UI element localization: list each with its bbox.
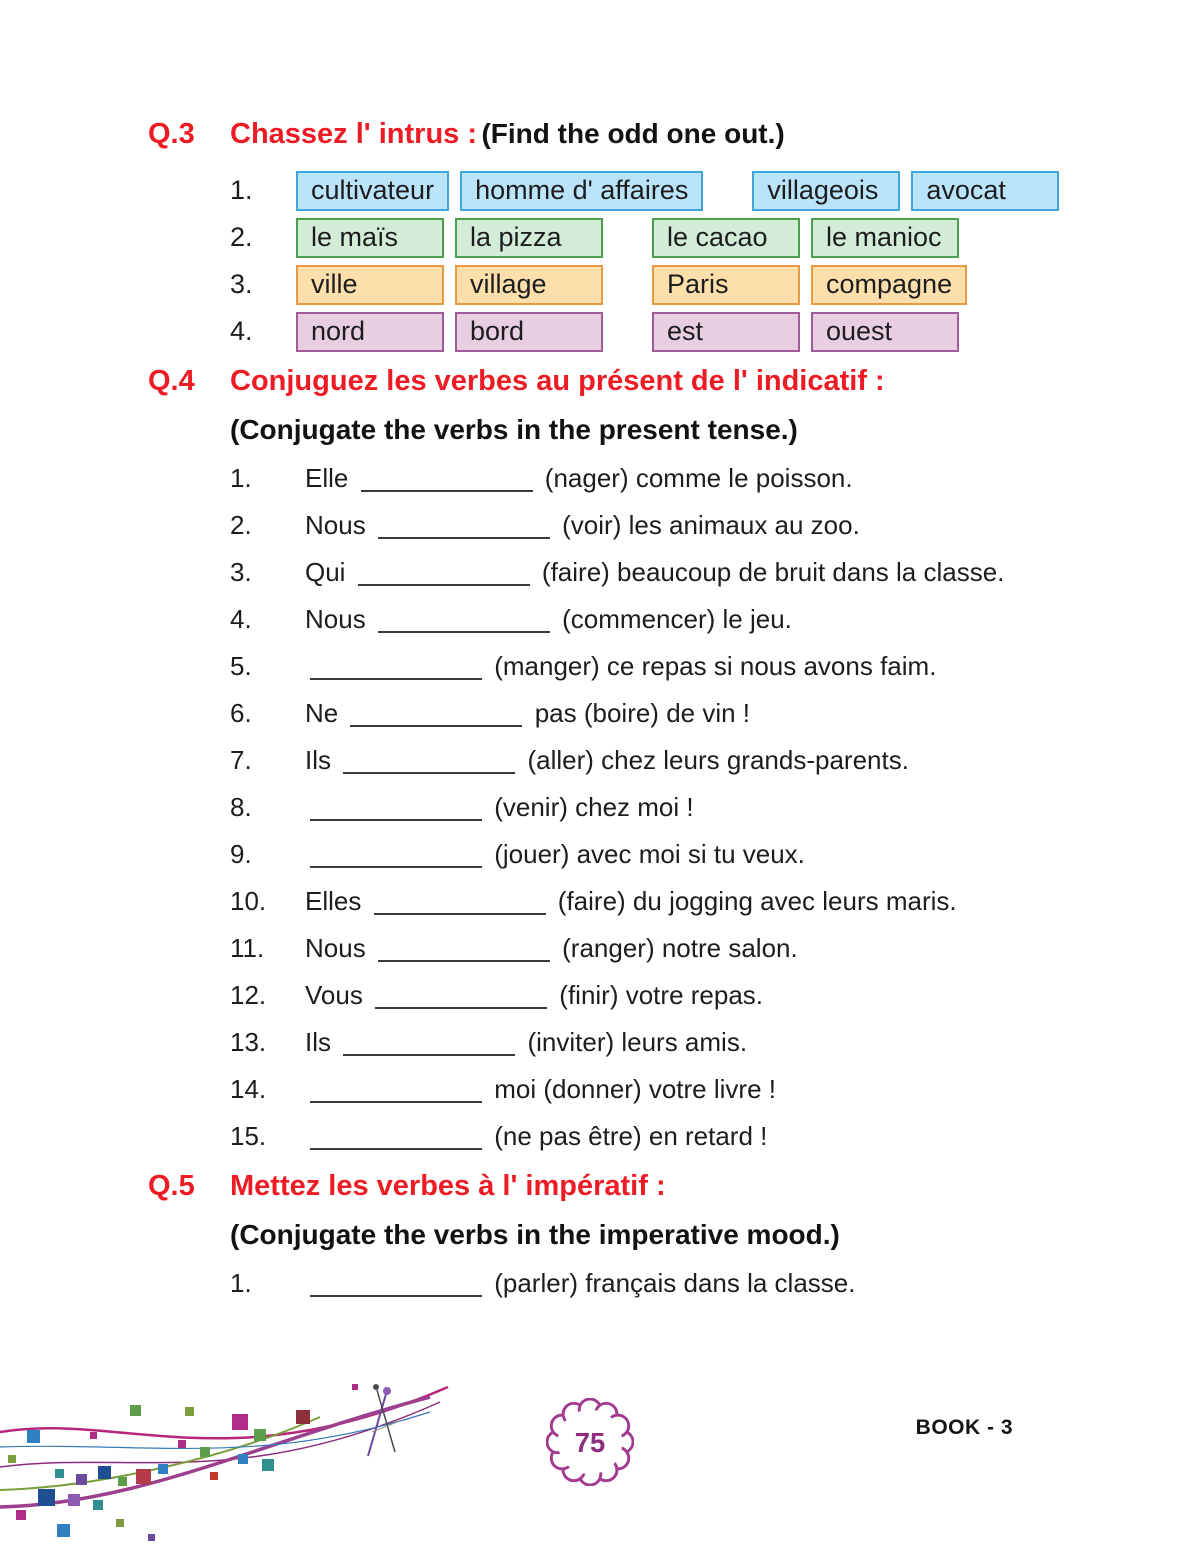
word-box[interactable]: est (652, 312, 800, 352)
item-text: (manger) ce repas si nous avons faim. (305, 643, 1007, 690)
answer-blank[interactable] (361, 480, 533, 492)
q4-title-english: (Conjugate the verbs in the present tense.) (230, 414, 798, 445)
item-text: Nous (commencer) le jeu. (305, 604, 792, 634)
answer-blank[interactable] (350, 715, 522, 727)
answer-blank[interactable] (343, 762, 515, 774)
row-number: 2. (230, 222, 253, 252)
answer-blank[interactable] (310, 668, 482, 680)
q4-title-french: Conjuguez les verbes au présent de l' indicatif : (230, 365, 885, 397)
answer-blank[interactable] (310, 1138, 482, 1150)
answer-blank[interactable] (378, 527, 550, 539)
item-number: 2. (230, 510, 252, 540)
q5-label: Q.5 (148, 1170, 195, 1202)
word-box[interactable]: villageois (752, 171, 900, 211)
section-q4 (148, 361, 1031, 1160)
item-number: 4. (230, 604, 252, 634)
word-box[interactable]: ouest (811, 312, 959, 352)
book-label: BOOK - 3 (915, 1416, 1013, 1439)
item-number: 14. (230, 1074, 267, 1104)
item-number: 11. (230, 933, 265, 963)
word-box[interactable]: village (455, 265, 603, 305)
odd-one-out-row (230, 214, 1031, 261)
exercise-item (148, 502, 1031, 549)
odd-one-out-row (230, 261, 1031, 308)
item-number: 7. (230, 745, 252, 775)
item-text: Elles (faire) du jogging avec leurs maris. (305, 886, 957, 916)
answer-blank[interactable] (378, 621, 550, 633)
q3-label: Q.3 (148, 118, 195, 150)
q3-heading (148, 114, 1031, 159)
word-box-group (296, 218, 959, 258)
item-number: 12. (230, 980, 267, 1010)
answer-blank[interactable] (310, 1091, 482, 1103)
odd-one-out-rows (148, 167, 1031, 355)
word-box[interactable]: homme d' affaires (460, 171, 703, 211)
item-number: 8. (230, 792, 252, 822)
exercise-item (148, 784, 1031, 831)
item-text: Qui (faire) beaucoup de bruit dans la classe. (305, 557, 1005, 587)
word-box[interactable]: ville (296, 265, 444, 305)
item-number: 15. (230, 1121, 267, 1151)
q4-exercise-list (148, 455, 1031, 1160)
q4-heading (148, 361, 1031, 450)
exercise-item (148, 925, 1031, 972)
q5-exercise-list (148, 1260, 1031, 1307)
word-box[interactable]: cultivateur (296, 171, 449, 211)
item-text: Ils (inviter) leurs amis. (305, 1027, 748, 1057)
word-box[interactable]: Paris (652, 265, 800, 305)
answer-blank[interactable] (310, 856, 482, 868)
answer-blank[interactable] (358, 574, 530, 586)
word-box[interactable]: compagne (811, 265, 967, 305)
q5-titles (230, 1166, 840, 1255)
exercise-item (148, 549, 1031, 596)
q5-heading (148, 1166, 1031, 1255)
word-box[interactable]: nord (296, 312, 444, 352)
odd-one-out-row (230, 167, 1031, 214)
q4-titles (230, 361, 885, 450)
q3-titles (230, 114, 785, 159)
word-box[interactable]: le manioc (811, 218, 959, 258)
row-number: 1. (230, 175, 253, 205)
word-box-group (296, 265, 967, 305)
decorative-swoosh-graphic (0, 1372, 460, 1563)
item-text: (venir) chez moi ! (305, 784, 1007, 831)
answer-blank[interactable] (378, 950, 550, 962)
exercise-item (148, 972, 1031, 1019)
exercise-item (148, 455, 1031, 502)
word-box[interactable]: bord (455, 312, 603, 352)
item-text: moi (donner) votre livre ! (305, 1066, 1007, 1113)
item-number: 1. (230, 463, 252, 493)
item-number: 1. (230, 1268, 252, 1298)
exercise-item (148, 878, 1031, 925)
exercise-item (148, 643, 1031, 690)
item-text: Nous (ranger) notre salon. (305, 933, 798, 963)
q3-title-english: (Find the odd one out.) (481, 118, 785, 149)
item-number: 10. (230, 886, 267, 916)
item-number: 5. (230, 651, 252, 681)
item-text: (parler) français dans la classe. (305, 1260, 1007, 1307)
word-box[interactable]: la pizza (455, 218, 603, 258)
page-number: 75 (574, 1426, 606, 1458)
word-box[interactable]: le maïs (296, 218, 444, 258)
item-text: Elle (nager) comme le poisson. (305, 463, 853, 493)
word-box[interactable]: le cacao (652, 218, 800, 258)
word-box-group (296, 171, 1059, 211)
section-q5 (148, 1166, 1031, 1307)
odd-one-out-row (230, 308, 1031, 355)
answer-blank[interactable] (374, 903, 546, 915)
exercise-item (148, 1019, 1031, 1066)
exercise-item (148, 1260, 1031, 1307)
q5-title-english: (Conjugate the verbs in the imperative mood.) (230, 1219, 840, 1250)
item-text: Ne pas (boire) de vin ! (305, 698, 751, 728)
word-box-group (296, 312, 959, 352)
item-number: 9. (230, 839, 252, 869)
q4-label: Q.4 (148, 365, 195, 397)
exercise-item (148, 831, 1031, 878)
page-number-badge (546, 1398, 634, 1486)
row-number: 3. (230, 269, 253, 299)
item-text: Nous (voir) les animaux au zoo. (305, 510, 860, 540)
answer-blank[interactable] (343, 1044, 515, 1056)
answer-blank[interactable] (375, 997, 547, 1009)
exercise-item (148, 1113, 1031, 1160)
q5-title-french: Mettez les verbes à l' impératif : (230, 1170, 666, 1202)
item-number: 13. (230, 1027, 267, 1057)
item-number: 3. (230, 557, 252, 587)
exercise-item (148, 690, 1031, 737)
exercise-item (148, 1066, 1031, 1113)
item-text: Vous (finir) votre repas. (305, 980, 764, 1010)
item-text: (jouer) avec moi si tu veux. (305, 831, 1007, 878)
row-number: 4. (230, 316, 253, 346)
answer-blank[interactable] (310, 809, 482, 821)
exercise-item (148, 737, 1031, 784)
item-number: 6. (230, 698, 252, 728)
q3-title-french: Chassez l' intrus : (230, 118, 478, 150)
section-q3 (148, 114, 1031, 355)
answer-blank[interactable] (310, 1285, 482, 1297)
item-text: (ne pas être) en retard ! (305, 1113, 1007, 1160)
exercise-item (148, 596, 1031, 643)
item-text: Ils (aller) chez leurs grands-parents. (305, 745, 909, 775)
word-box[interactable]: avocat (911, 171, 1059, 211)
